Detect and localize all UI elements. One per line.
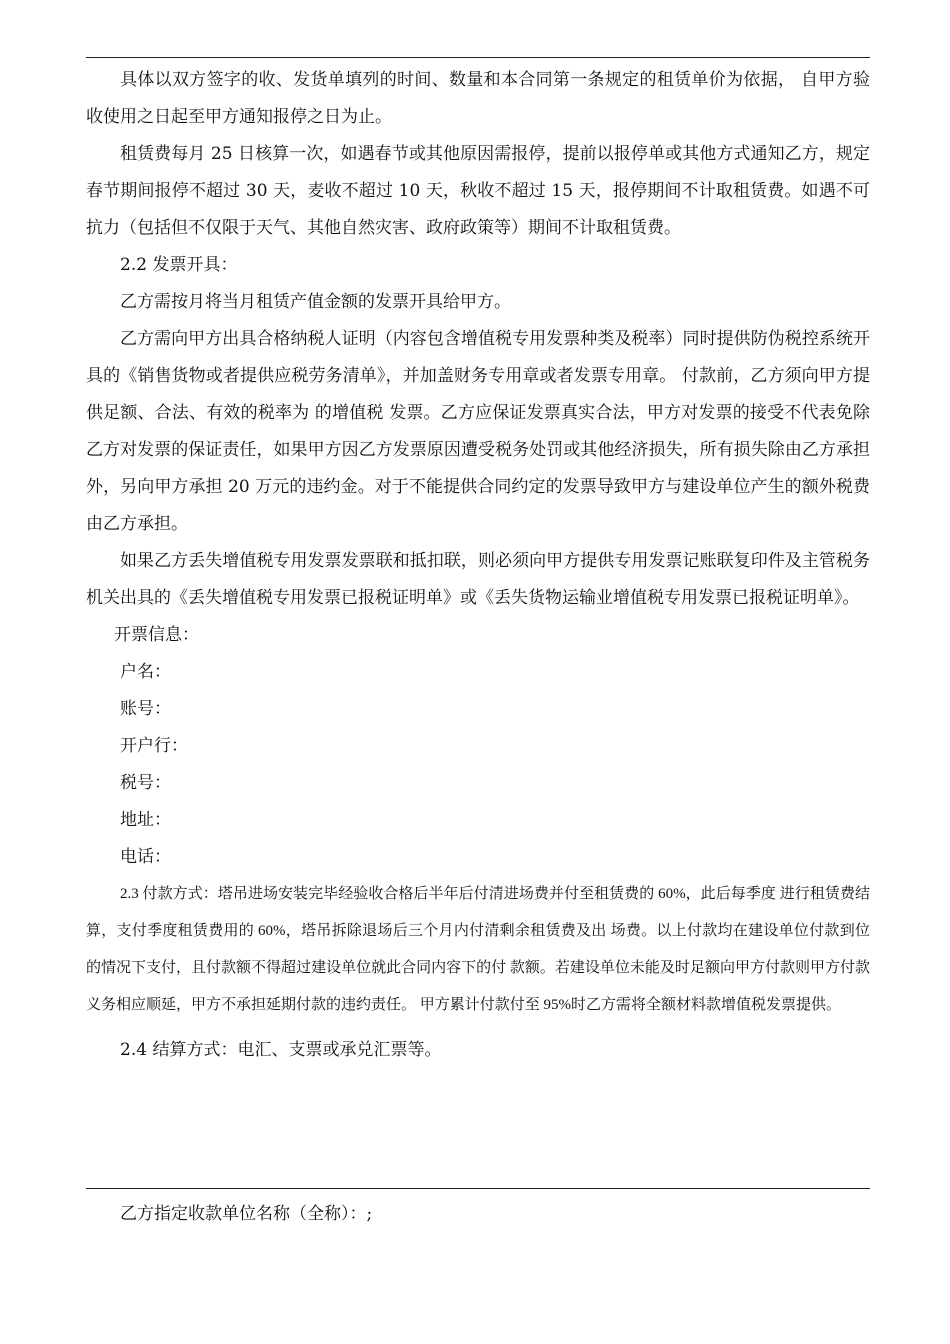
bottom-rule [86, 1188, 870, 1189]
settlement-method-heading: 2.4 结算方式：电汇、支票或承兑汇票等。 [120, 1040, 442, 1060]
spacer [86, 1024, 870, 1032]
top-rule [86, 57, 870, 58]
bank-field: 开户行： [120, 736, 188, 756]
invoice-info-title: 开票信息： [114, 625, 199, 645]
invoice-section-heading: 2.2 发票开具： [120, 255, 238, 275]
invoice-monthly-paragraph: 乙方需按月将当月租赁产值金额的发票开具给甲方。 [120, 292, 511, 312]
tax-number-field: 税号： [120, 773, 171, 793]
account-number-field: 账号： [120, 699, 171, 719]
rental-fee-paragraph: 租赁费每月 25 日核算一次，如遇春节或其他原因需报停，提前以报停单或其他方式通知乙方，规定春节期间报停不超过 30 天，麦收不超过 10 天，秋收不超过 15 天，报停期间不计取租赁费。如遇不可抗力（包括但不仅限于天气、其他自然灾害、政府政策等）期间不计取租赁费。 [86, 144, 871, 238]
address-field: 地址： [120, 810, 171, 830]
lost-invoice-paragraph: 如果乙方丢失增值税专用发票发票联和抵扣联，则必须向甲方提供专用发票记账联复印件及主管税务机关出具的《丢失增值税专用发票已报税证明单》或《丢失货物运输业增值税专用发票已报税证明单》。 [86, 551, 870, 608]
document-body [86, 62, 870, 1069]
payment-method-paragraph: 2.3 付款方式：塔吊进场安装完毕经验收合格后半年后付清进场费并付至租赁费的 60%，此后每季度 进行租赁费结算，支付季度租赁费用的 60%，塔吊拆除退场后三个月内付清剩余租赁费及出 场费。以上付款均在建设单位付款到位的情况下支付，且付款额不得超过建设单位就此合同内容下的付 款额。若建设单位未能及时足额向甲方付款则甲方付款义务相应顺延，甲方不承担延期付款的违约责任。 甲方累计付款付至 95%时乙方需将全额材料款增值税发票提供。 [86, 886, 871, 1013]
rental-basis-paragraph: 具体以双方签字的收、发货单填列的时间、数量和本合同第一条规定的租赁单价为依据， 自甲方验收使用之日起至甲方通知报停之日为止。 [86, 70, 870, 127]
recipient-section [86, 1196, 870, 1233]
phone-field: 电话： [120, 847, 171, 867]
recipient-name-line: 乙方指定收款单位名称（全称）：; [120, 1204, 373, 1224]
invoice-requirements-paragraph: 乙方需向甲方出具合格纳税人证明（内容包含增值税专用发票种类及税率）同时提供防伪税控系统开具的《销售货物或者提供应税劳务清单》，并加盖财务专用章或者发票专用章。 付款前，乙方须向甲方提供足额、合法、有效的税率为 的增值税 发票。乙方应保证发票真实合法，甲方对发票的接受不代表免除乙方对发票的保证责任，如果甲方因乙方发票原因遭受税务处罚或其他经济损失，所有损失除由乙方承担外，另向甲方承担 20 万元的违约金。对于不能提供合同约定的发票导致甲方与建设单位产生的额外税费由乙方承担。 [86, 329, 870, 534]
account-name-field: 户名： [120, 662, 171, 682]
